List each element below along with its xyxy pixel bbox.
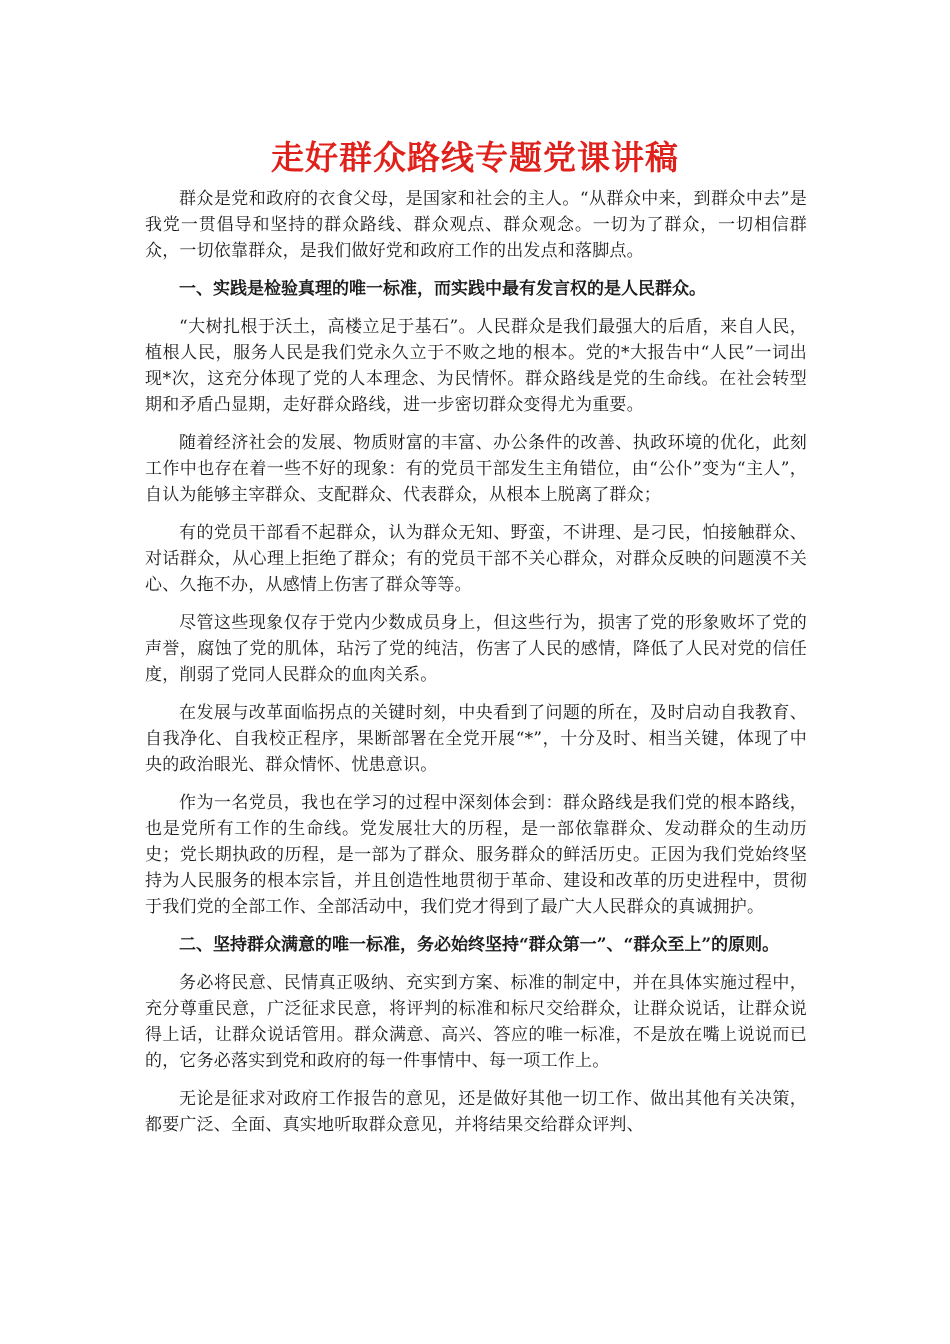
section-heading-2: 二、坚持群众满意的唯一标准，务必始终坚持“群众第一”、“群众至上”的原则。: [179, 935, 780, 955]
paragraph-intro: 群众是党和政府的衣食父母，是国家和社会的主人。“从群众中来，到群众中去”是我党一贯倡导和坚持的群众路线、群众观点、群众观念。一切为了群众，一切相信群众，一切依靠群众，是我们做好党和政府工作的出发点和落脚点。: [145, 189, 807, 261]
paragraph: 作为一名党员，我也在学习的过程中深刻体会到：群众路线是我们党的根本路线，也是党所有工作的生命线。党发展壮大的历程，是一部依靠群众、发动群众的生动历史；党长期执政的历程，是一部为了群众、服务群众的鲜活历史。正因为我们党始终坚持为人民服务的根本宗旨，并且创造性地贯彻于革命、建设和改革的历史进程中，贯彻于我们党的全部工作、全部活动中，我们党才得到了最广大人民群众的真诚拥护。: [145, 793, 807, 917]
document-title: 走好群众路线专题党课讲稿: [271, 138, 679, 177]
document-body: [145, 186, 807, 1150]
paragraph: 有的党员干部看不起群众，认为群众无知、野蛮，不讲理、是刁民，怕接触群众、对话群众，从心理上拒绝了群众；有的党员干部不关心群众，对群众反映的问题漠不关心、久拖不办，从感情上伤害了群众等等。: [145, 523, 807, 595]
paragraph: 务必将民意、民情真正吸纳、充实到方案、标准的制定中，并在具体实施过程中，充分尊重民意，广泛征求民意，将评判的标准和标尺交给群众，让群众说话，让群众说得上话，让群众说话管用。群众满意、高兴、答应的唯一标准，不是放在嘴上说说而已的，它务必落实到党和政府的每一件事情中、每一项工作上。: [145, 973, 807, 1071]
paragraph: “大树扎根于沃土，高楼立足于基石”。人民群众是我们最强大的后盾，来自人民，植根人民，服务人民是我们党永久立于不败之地的根本。党的*大报告中“人民”一词出现*次，这充分体现了党的人本理念、为民情怀。群众路线是党的生命线。在社会转型期和矛盾凸显期，走好群众路线，进一步密切群众变得尤为重要。: [145, 317, 807, 415]
section-heading-1: 一、实践是检验真理的唯一标准，而实践中最有发言权的是人民群众。: [179, 279, 706, 299]
paragraph: 在发展与改革面临拐点的关键时刻，中央看到了问题的所在，及时启动自我教育、自我净化、自我校正程序，果断部署在全党开展“*”，十分及时、相当关键，体现了中央的政治眼光、群众情怀、忧患意识。: [145, 703, 807, 775]
paragraph: 尽管这些现象仅存于党内少数成员身上，但这些行为，损害了党的形象败坏了党的声誉，腐蚀了党的肌体，玷污了党的纯洁，伤害了人民的感情，降低了人民对党的信任度，削弱了党同人民群众的血肉关系。: [145, 613, 807, 685]
paragraph: 无论是征求对政府工作报告的意见，还是做好其他一切工作、做出其他有关决策，都要广泛、全面、真实地听取群众意见，并将结果交给群众评判、: [145, 1089, 807, 1135]
paragraph: 随着经济社会的发展、物质财富的丰富、办公条件的改善、执政环境的优化，此刻工作中也存在着一些不好的现象：有的党员干部发生主角错位，由“公仆”变为“主人”，自认为能够主宰群众、支配群众、代表群众，从根本上脱离了群众；: [145, 433, 807, 505]
